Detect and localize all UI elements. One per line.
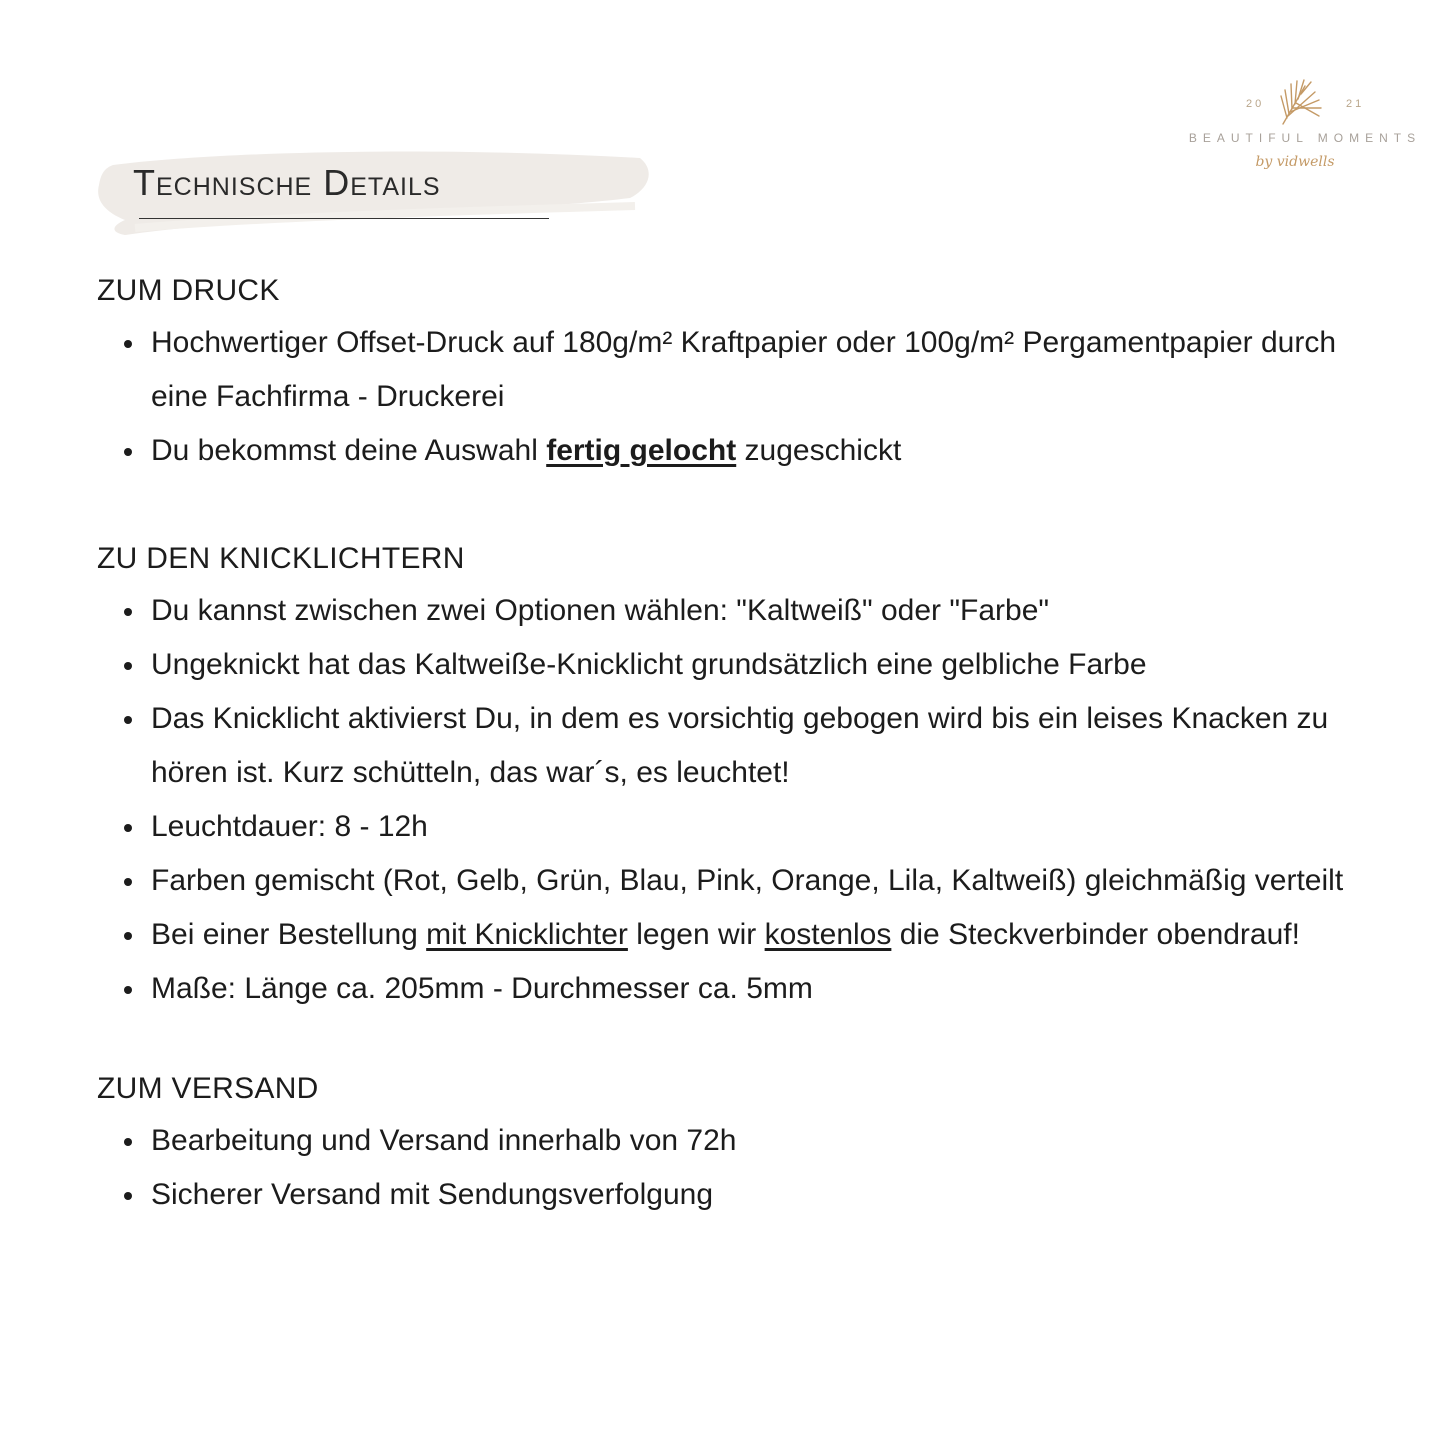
list-item: Bearbeitung und Versand innerhalb von 72h bbox=[97, 1114, 1347, 1168]
emphasis-mit-knicklichter: mit Knicklichter bbox=[426, 918, 628, 951]
section-heading-knicklichter: ZU DEN KNICKLICHTERN bbox=[97, 542, 465, 575]
logo-byline: by vidwells bbox=[1255, 154, 1335, 170]
list-druck bbox=[97, 316, 1347, 478]
section-heading-versand: ZUM VERSAND bbox=[97, 1072, 319, 1105]
list-item: Leuchtdauer: 8 - 12h bbox=[97, 800, 1347, 854]
list-item: Das Knicklicht aktivierst Du, in dem es vorsichtig gebogen wird bis ein leises Knacken zu hören ist. Kurz schütteln, das war´s, es leuchtet! bbox=[97, 692, 1347, 800]
list-item: Ungeknickt hat das Kaltweiße-Knicklicht grundsätzlich eine gelbliche Farbe bbox=[97, 638, 1347, 692]
item-text: zugeschickt bbox=[736, 434, 902, 467]
page-title: Technische Details bbox=[133, 162, 441, 203]
palm-leaf-icon bbox=[1275, 78, 1335, 126]
title-underline bbox=[139, 218, 549, 219]
list-knicklichter bbox=[97, 584, 1347, 1016]
list-item: Sicherer Versand mit Sendungsverfolgung bbox=[97, 1168, 1347, 1222]
list-item: Hochwertiger Offset-Druck auf 180g/m² Kraftpapier oder 100g/m² Pergamentpapier durch eine Fachfirma - Druckerei bbox=[97, 316, 1347, 424]
logo-brand-name: BEAUTIFUL MOMENTS bbox=[1188, 131, 1422, 145]
item-text: Bei einer Bestellung bbox=[151, 918, 427, 951]
item-text: legen wir bbox=[627, 918, 765, 951]
list-item: Maße: Länge ca. 205mm - Durchmesser ca. 5mm bbox=[97, 962, 1347, 1016]
logo-year-right: 21 bbox=[1346, 98, 1365, 110]
list-item bbox=[97, 424, 1347, 478]
emphasis-fertig-gelocht: fertig gelocht bbox=[546, 434, 737, 467]
emphasis-kostenlos: kostenlos bbox=[764, 918, 892, 951]
title-banner bbox=[95, 140, 655, 240]
list-item: Farben gemischt (Rot, Gelb, Grün, Blau, Pink, Orange, Lila, Kaltweiß) gleichmäßig verteilt bbox=[97, 854, 1347, 908]
item-text: Du bekommst deine Auswahl bbox=[151, 434, 547, 467]
list-item bbox=[97, 908, 1347, 962]
brand-logo bbox=[1180, 78, 1430, 188]
section-heading-druck: ZUM DRUCK bbox=[97, 274, 280, 307]
list-versand bbox=[97, 1114, 1347, 1222]
item-text: die Steckverbinder obendrauf! bbox=[891, 918, 1300, 951]
logo-year-left: 20 bbox=[1246, 98, 1265, 110]
details-content bbox=[97, 266, 1347, 1222]
list-item: Du kannst zwischen zwei Optionen wählen: "Kaltweiß" oder "Farbe" bbox=[97, 584, 1347, 638]
